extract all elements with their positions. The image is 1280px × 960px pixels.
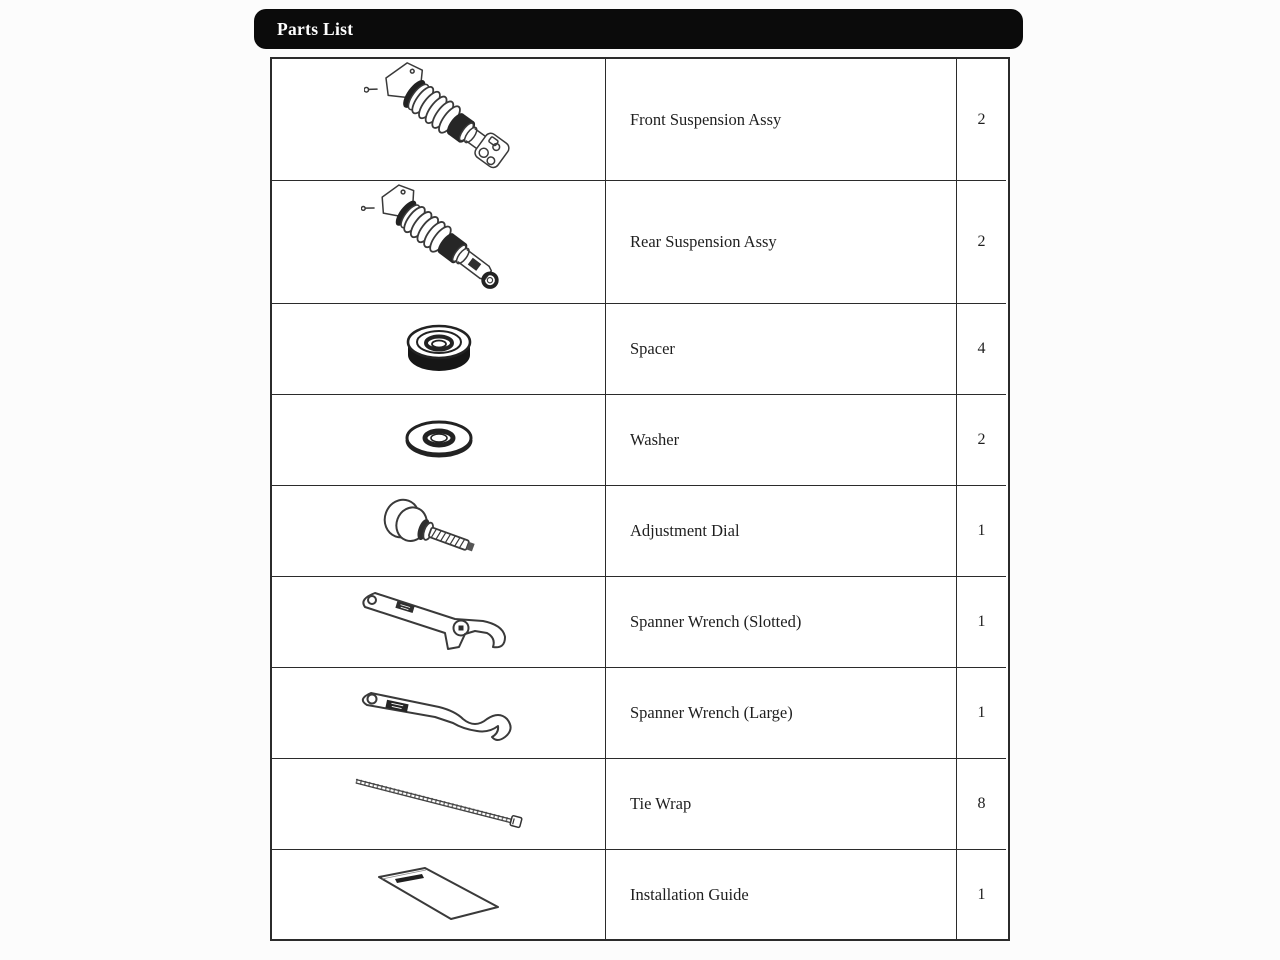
table-cell-part-name: [606, 181, 957, 304]
table-cell-part-name: [606, 395, 957, 486]
table-cell-illustration: [272, 395, 606, 486]
table-cell-part-name: [606, 304, 957, 395]
table-cell-quantity: [957, 486, 1006, 577]
page-title: Parts List: [277, 18, 354, 39]
part-name: Tie Wrap: [630, 794, 692, 813]
table-cell-quantity: [957, 759, 1006, 850]
table-cell-illustration: [272, 59, 606, 181]
installation-guide-illustration: [365, 855, 513, 935]
table-cell-part-name: [606, 850, 957, 939]
front-suspension-assy-illustration: [364, 60, 514, 180]
table-cell-illustration: [272, 850, 606, 939]
table-cell-illustration: [272, 304, 606, 395]
part-quantity: 2: [977, 110, 986, 128]
table-cell-quantity: [957, 304, 1006, 395]
part-quantity: 8: [977, 795, 986, 812]
table-cell-quantity: [957, 395, 1006, 486]
table-cell-part-name: [606, 577, 957, 668]
tie-wrap-illustration: [346, 773, 531, 835]
table-cell-part-name: [606, 59, 957, 181]
adjustment-dial-illustration: [381, 492, 496, 570]
parts-table: [270, 57, 1010, 941]
table-cell-quantity: [957, 850, 1006, 939]
table-cell-quantity: [957, 577, 1006, 668]
washer-illustration: [397, 411, 481, 469]
part-quantity: 1: [977, 885, 986, 903]
rear-suspension-assy-illustration: [361, 182, 516, 303]
table-cell-illustration: [272, 181, 606, 304]
table-cell-illustration: [272, 577, 606, 668]
part-name: Front Suspension Assy: [630, 109, 782, 129]
part-quantity: 2: [977, 233, 986, 250]
table-cell-quantity: [957, 668, 1006, 759]
part-quantity: 1: [977, 704, 986, 721]
part-name: Washer: [630, 430, 680, 449]
table-cell-illustration: [272, 486, 606, 577]
part-name: Spanner Wrench (Slotted): [630, 612, 802, 631]
part-quantity: 2: [977, 431, 986, 448]
table-cell-part-name: [606, 668, 957, 759]
spanner-wrench-large-illustration: [351, 673, 526, 753]
part-name: Spacer: [630, 339, 675, 358]
table-cell-quantity: [957, 181, 1006, 304]
spanner-wrench-slotted-illustration: [353, 581, 525, 663]
table-cell-illustration: [272, 668, 606, 759]
part-name: Spanner Wrench (Large): [630, 703, 793, 722]
part-quantity: 1: [977, 522, 986, 539]
spacer-illustration: [393, 316, 485, 382]
part-quantity: 4: [977, 340, 986, 357]
table-cell-part-name: [606, 486, 957, 577]
parts-list-header-bar: [255, 10, 1022, 48]
table-cell-quantity: [957, 59, 1006, 181]
part-quantity: 1: [977, 613, 986, 630]
part-name: Installation Guide: [630, 884, 749, 904]
table-cell-illustration: [272, 759, 606, 850]
part-name: Adjustment Dial: [630, 521, 740, 540]
part-name: Rear Suspension Assy: [630, 232, 777, 251]
table-cell-part-name: [606, 759, 957, 850]
